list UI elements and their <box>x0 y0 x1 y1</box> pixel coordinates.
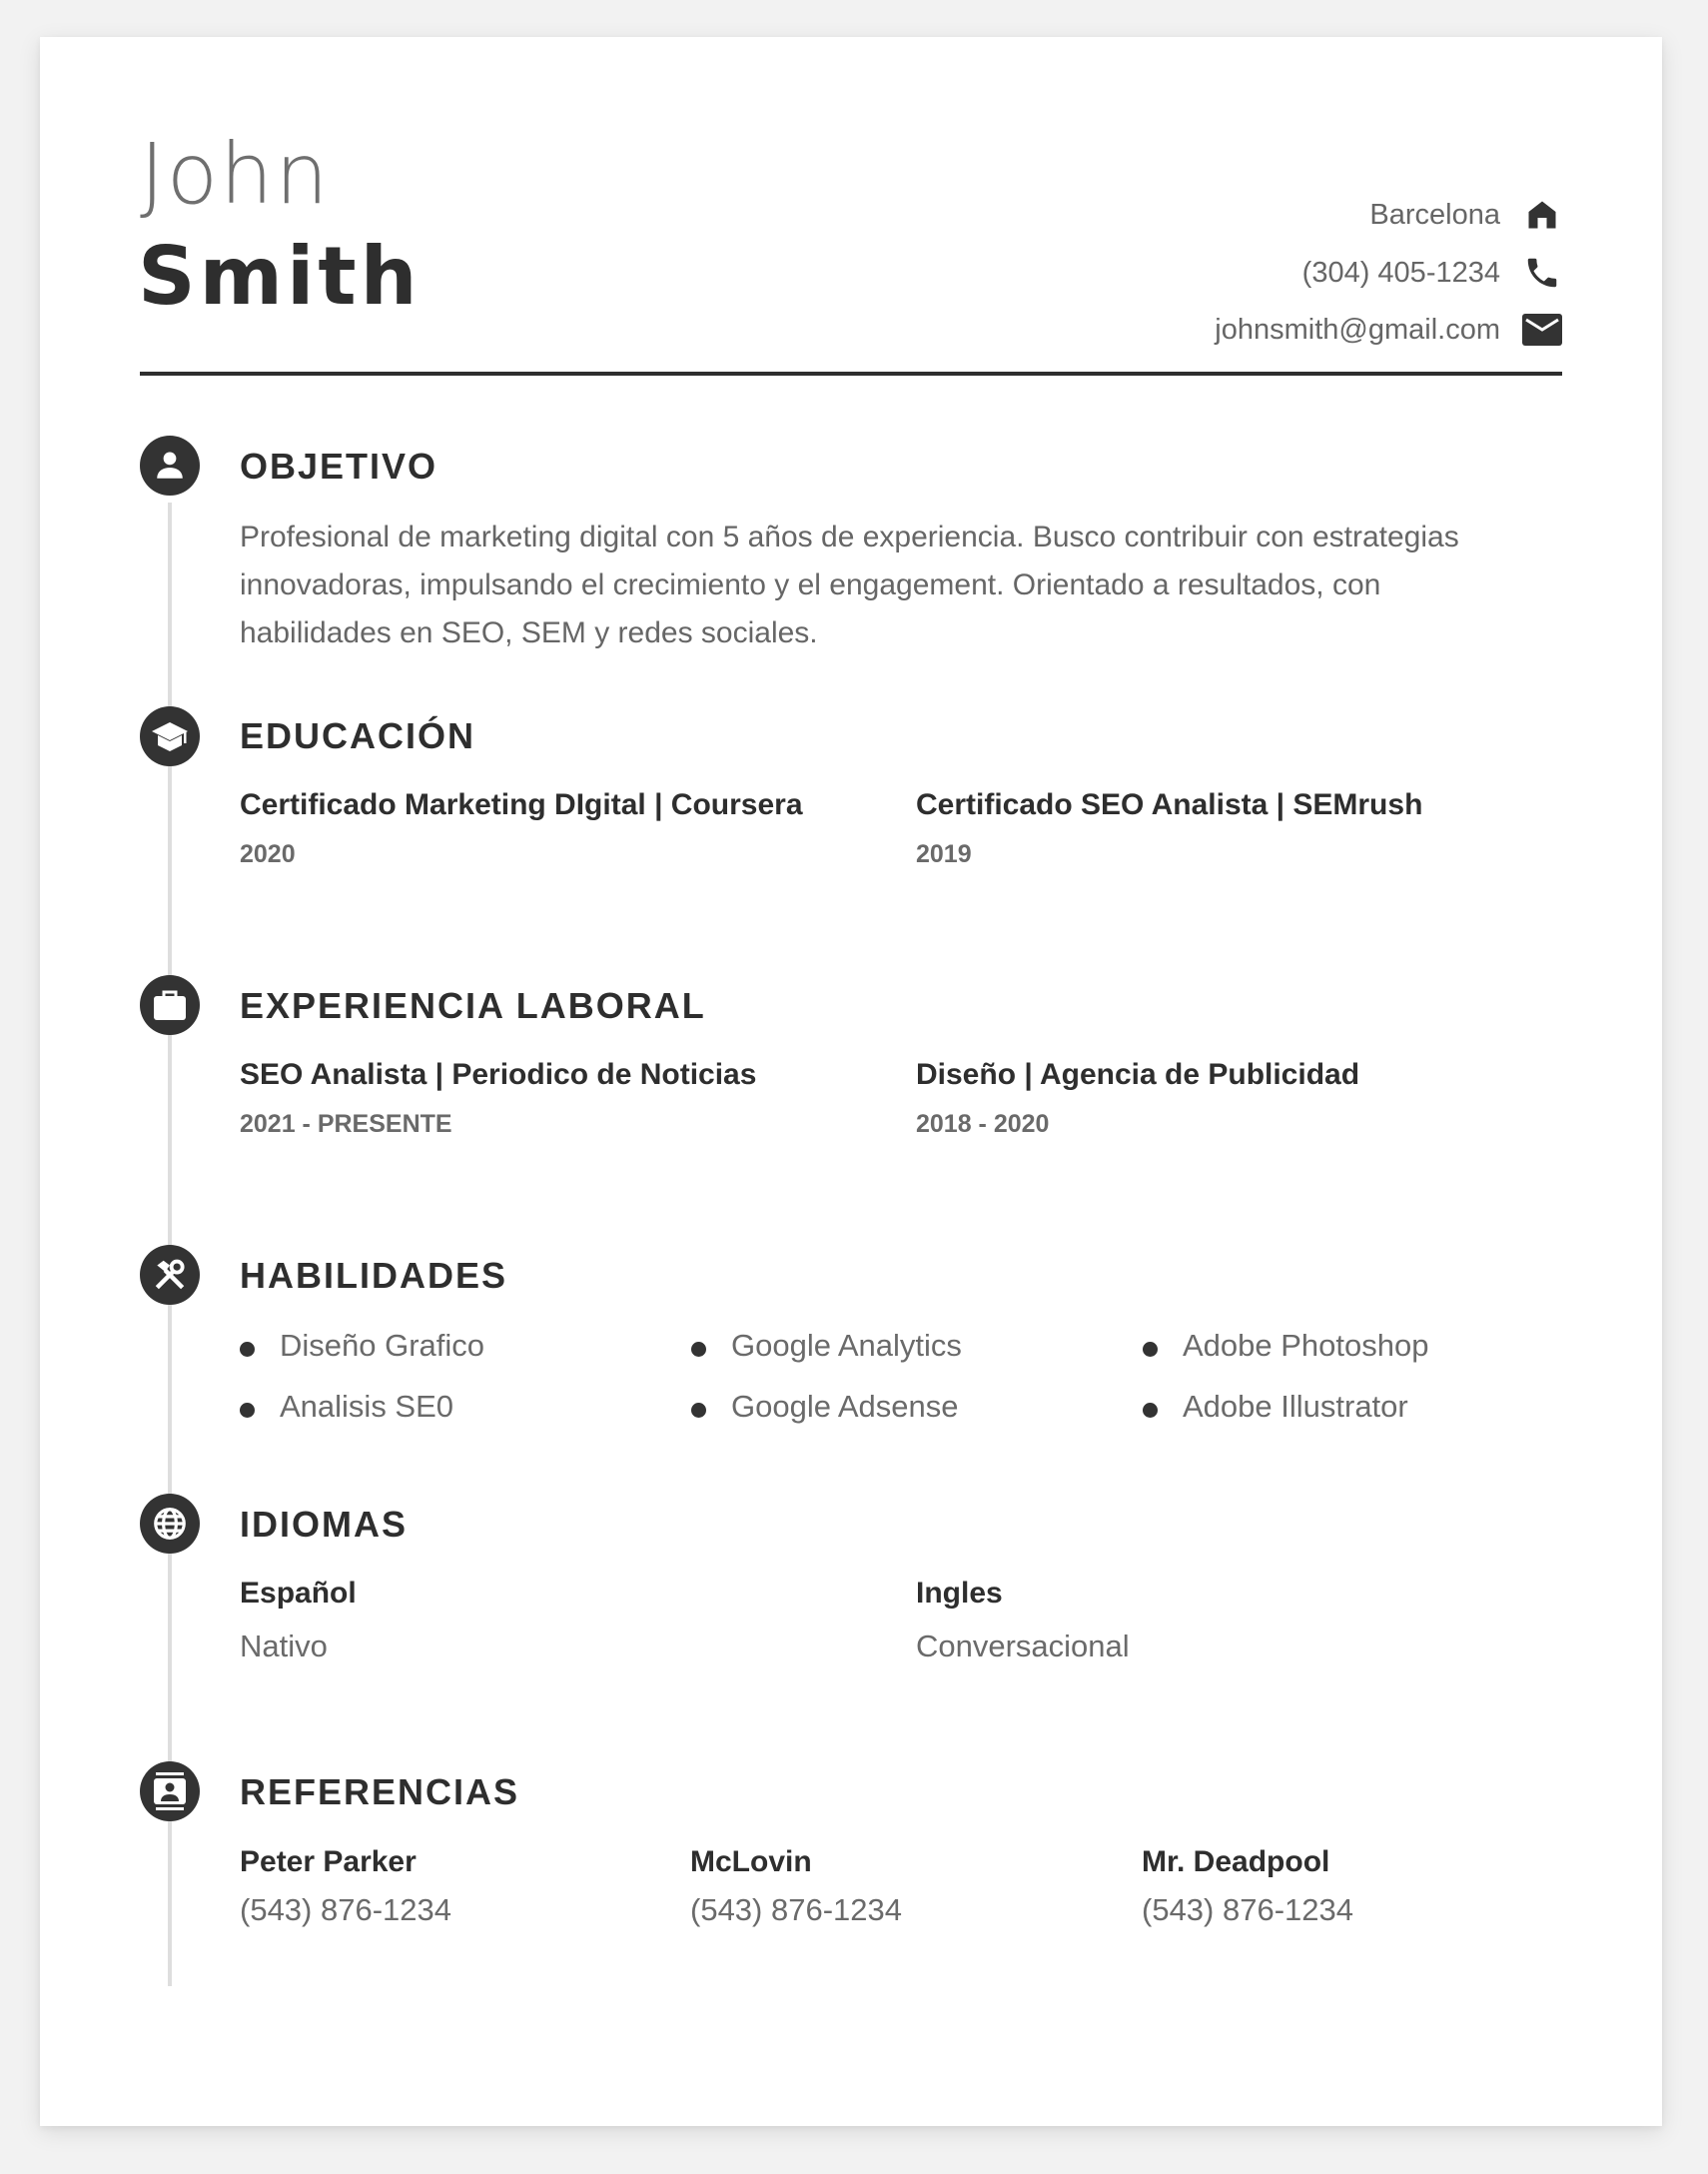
language-item <box>916 1579 1130 1661</box>
section-title-skills: HABILIDADES <box>240 1255 508 1296</box>
tools-icon <box>140 1245 200 1305</box>
skill-label: Google Adsense <box>731 1389 959 1424</box>
education-item <box>916 790 1422 867</box>
skill-label: Adobe Photoshop <box>1183 1328 1429 1363</box>
contact-phone <box>863 251 1562 295</box>
experience-period: 2018 - 2020 <box>916 1110 1050 1138</box>
experience-item <box>240 1060 756 1137</box>
skill-item <box>1143 1391 1408 1422</box>
bullet <box>240 1342 255 1357</box>
briefcase-icon <box>140 975 200 1035</box>
email-text: johnsmith@gmail.com <box>1215 313 1500 346</box>
language-name: Ingles <box>916 1577 1003 1610</box>
user-icon <box>140 436 200 496</box>
contact-email <box>863 308 1562 352</box>
mail-icon <box>1522 310 1562 350</box>
reference-name: Peter Parker <box>240 1845 417 1878</box>
experience-title: SEO Analista | Periodico de Noticias <box>240 1058 757 1091</box>
bullet <box>240 1403 255 1418</box>
header-divider <box>140 372 1562 376</box>
contact-card-icon <box>140 1761 200 1821</box>
section-title-languages: IDIOMAS <box>240 1504 409 1545</box>
education-year: 2019 <box>916 840 972 868</box>
education-title: Certificado Marketing DIgital | Coursera <box>240 788 803 821</box>
reference-item <box>690 1847 902 1925</box>
location-text: Barcelona <box>1369 198 1500 231</box>
reference-phone: (543) 876-1234 <box>690 1892 902 1927</box>
phone-icon <box>1522 253 1562 293</box>
language-name: Español <box>240 1577 357 1610</box>
section-title-objective: OBJETIVO <box>240 446 438 487</box>
skill-label: Google Analytics <box>731 1328 962 1363</box>
language-level: Conversacional <box>916 1629 1130 1663</box>
globe-icon <box>140 1494 200 1554</box>
education-title: Certificado SEO Analista | SEMrush <box>916 788 1423 821</box>
education-item <box>240 790 803 867</box>
first-name: John <box>140 125 331 223</box>
education-year: 2020 <box>240 840 296 868</box>
language-level: Nativo <box>240 1629 328 1663</box>
reference-name: McLovin <box>690 1845 812 1878</box>
reference-item <box>1142 1847 1353 1925</box>
home-icon <box>1522 195 1562 235</box>
bullet <box>691 1342 706 1357</box>
reference-name: Mr. Deadpool <box>1142 1845 1330 1878</box>
bullet <box>691 1403 706 1418</box>
skill-label: Diseño Grafico <box>280 1328 485 1363</box>
section-title-education: EDUCACIÓN <box>240 715 476 756</box>
objective-line: Profesional de marketing digital con 5 años de experiencia. Busco contribuir con estrategias <box>240 521 1459 553</box>
experience-item <box>916 1060 1359 1137</box>
skill-label: Adobe Illustrator <box>1183 1389 1408 1424</box>
reference-phone: (543) 876-1234 <box>240 1892 451 1927</box>
reference-item <box>240 1847 451 1925</box>
graduation-cap-icon <box>140 706 200 766</box>
section-title-experience: EXPERIENCIA LABORAL <box>240 985 706 1026</box>
phone-text: (304) 405-1234 <box>1301 256 1500 289</box>
skill-item <box>1143 1330 1429 1361</box>
experience-title: Diseño | Agencia de Publicidad <box>916 1058 1360 1091</box>
last-name: Smith <box>138 230 422 323</box>
experience-period: 2021 - PRESENTE <box>240 1110 452 1138</box>
language-item <box>240 1579 357 1661</box>
objective-line: innovadoras, impulsando el crecimiento y el engagement. Orientado a resultados, con <box>240 568 1381 601</box>
bullet <box>1143 1403 1158 1418</box>
objective-text <box>240 514 1578 657</box>
reference-phone: (543) 876-1234 <box>1142 1892 1353 1927</box>
skill-item <box>691 1330 962 1361</box>
resume-page <box>40 37 1662 2126</box>
skill-label: Analisis SE0 <box>280 1389 454 1424</box>
skill-item <box>240 1330 484 1361</box>
skill-item <box>240 1391 453 1422</box>
objective-line: habilidades en SEO, SEM y redes sociales. <box>240 616 818 649</box>
contact-location <box>863 193 1562 237</box>
bullet <box>1143 1342 1158 1357</box>
section-title-references: REFERENCIAS <box>240 1771 520 1812</box>
skill-item <box>691 1391 959 1422</box>
